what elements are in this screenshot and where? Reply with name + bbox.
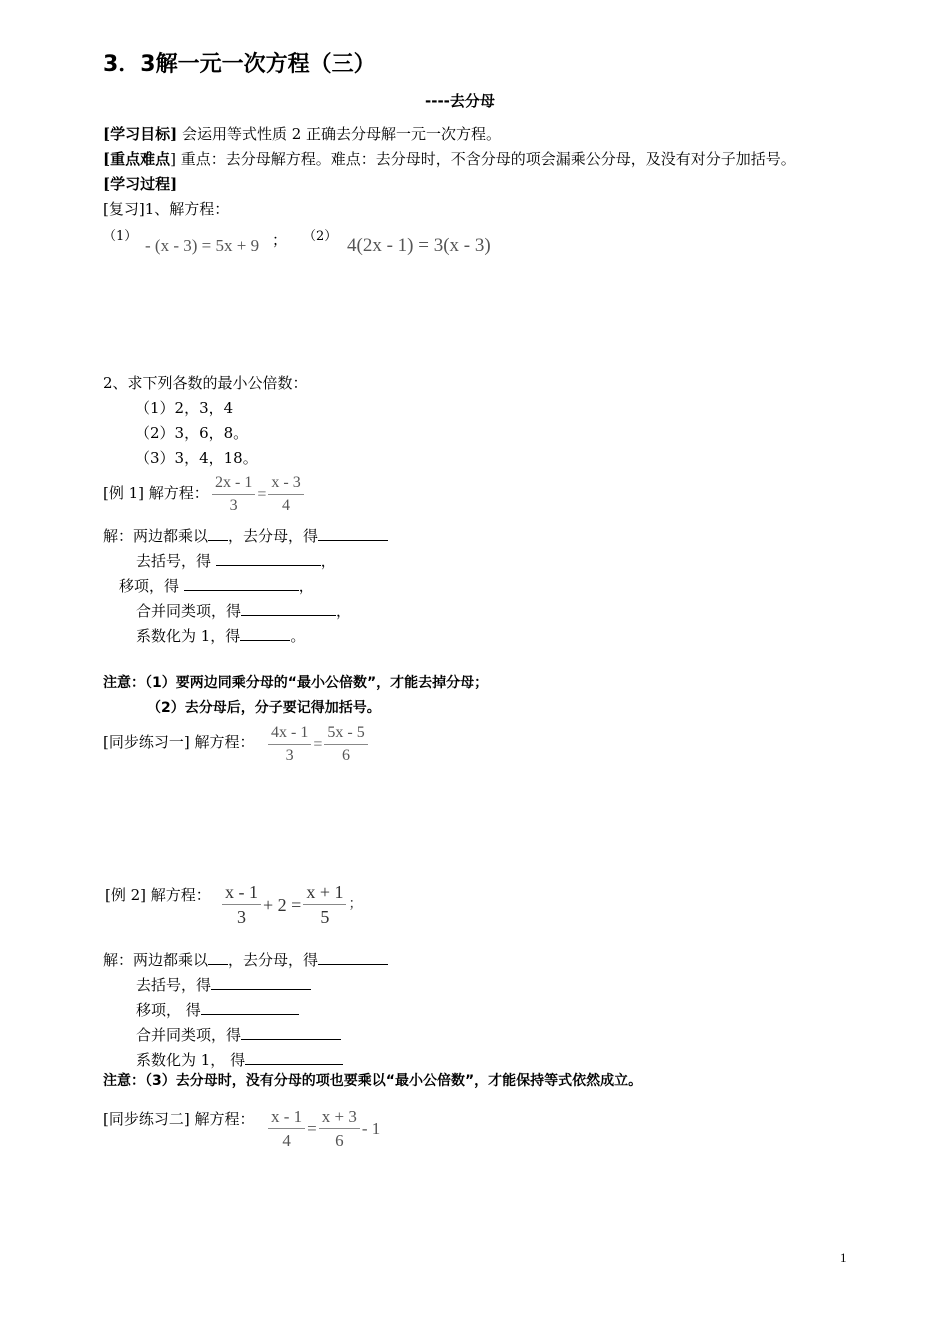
answer-blank[interactable] — [201, 1000, 299, 1015]
review-p1-end: ； — [272, 231, 288, 249]
page-title: 3．3解一元一次方程（三） — [103, 52, 376, 77]
example2-step-2: 去括号，得 — [136, 975, 311, 993]
answer-blank[interactable] — [318, 950, 388, 965]
example1-step-1: 解：两边都乘以 ，去分母，得 — [103, 526, 388, 544]
note-1-line2: （2）去分母后，分子要记得加括号。 — [147, 700, 381, 716]
lcm-heading: 2、求下列各数的最小公倍数： — [103, 374, 308, 392]
review-p1-label: （1） — [103, 229, 138, 244]
objective-label: [学习目标] — [103, 125, 178, 143]
example1-step-2: 去括号，得 ， — [136, 552, 336, 570]
review-p1-equation: - (x - 3) = 5x + 9 — [145, 236, 260, 255]
lcm-item: （1）2，3，4 — [135, 399, 234, 417]
page-number: 1 — [840, 1250, 847, 1265]
review-p2-label: （2） — [303, 229, 338, 244]
example2-equation: $\frac{x - 1}{3}$ + 2 = $\frac{x + 1}{5}$ ； — [222, 883, 362, 926]
fraction: $\frac{2x - 1}{3}$ — [212, 475, 255, 514]
note-1-line1: 注意：（1）要两边同乘分母的“最小公倍数”，才能去掉分母； — [103, 675, 489, 691]
example1-label: [例 1] 解方程： — [103, 484, 209, 502]
process-label: [学习过程] — [103, 175, 178, 193]
example2-label: [例 2] 解方程： — [105, 886, 211, 904]
keypoints-text: ] 重点：去分母解方程。难点：去分母时，不含分母的项会漏乘公分母，及没有对分子加括号。 — [170, 150, 796, 168]
answer-blank[interactable] — [208, 526, 228, 541]
lcm-item: （3）3，4，18。 — [135, 449, 258, 467]
fraction: $\frac{x + 1}{5}$ — [303, 883, 346, 926]
answer-blank[interactable] — [216, 551, 321, 566]
answer-blank[interactable] — [318, 526, 388, 541]
answer-blank[interactable] — [241, 1025, 341, 1040]
answer-blank[interactable] — [245, 1050, 343, 1065]
example1-equation: $\frac{2x - 1}{3}$ = $\frac{x - 3}{4}$ — [212, 475, 304, 514]
answer-blank[interactable] — [241, 601, 336, 616]
review-heading: [复习]1、解方程： — [103, 200, 230, 218]
answer-blank[interactable] — [240, 626, 290, 641]
note-3: 注意：（3）去分母时，没有分母的项也要乘以“最小公倍数”，才能保持等式依然成立。 — [103, 1073, 643, 1089]
example1-step-5: 系数化为 1，得 。 — [136, 627, 306, 645]
practice1-label: [同步练习一] 解方程： — [103, 733, 255, 751]
objective-text: 会运用等式性质 2 正确去分母解一元一次方程。 — [177, 125, 502, 143]
answer-blank[interactable] — [208, 950, 228, 965]
example2-step-1: 解：两边都乘以 ，去分母，得 — [103, 950, 388, 968]
fraction: $\frac{x + 3}{6}$ — [319, 1108, 360, 1149]
answer-blank[interactable] — [211, 975, 311, 990]
fraction: $\frac{x - 1}{4}$ — [268, 1108, 305, 1149]
example2-step-3: 移项， 得 — [136, 1000, 299, 1018]
example2-step-5: 系数化为 1， 得 — [136, 1050, 343, 1068]
fraction: $\frac{4x - 1}{3}$ — [268, 725, 311, 764]
objective-line — [103, 127, 501, 142]
page-subtitle: ----去分母 — [425, 92, 495, 110]
practice2-equation: $\frac{x - 1}{4}$ = $\frac{x + 3}{6}$ - 1 — [268, 1108, 380, 1149]
example1-step-4: 合并同类项，得 ， — [136, 602, 352, 620]
fraction: $\frac{x - 3}{4}$ — [268, 475, 303, 514]
fraction: $\frac{5x - 5}{6}$ — [324, 725, 367, 764]
keypoints-label: [重点难点 — [103, 150, 171, 168]
example1-step-3: 移项，得 ， — [119, 577, 314, 595]
practice2-label: [同步练习二] 解方程： — [103, 1110, 255, 1128]
example2-step-4: 合并同类项，得 — [136, 1025, 341, 1043]
fraction: $\frac{x - 1}{3}$ — [222, 883, 261, 926]
lcm-item: （2）3，6，8。 — [135, 424, 249, 442]
answer-blank[interactable] — [184, 576, 299, 591]
review-p2-equation: 4(2x - 1) = 3(x - 3) — [347, 235, 491, 256]
keypoints-line — [103, 152, 796, 167]
practice1-equation: $\frac{4x - 1}{3}$ = $\frac{5x - 5}{6}$ — [268, 725, 368, 764]
